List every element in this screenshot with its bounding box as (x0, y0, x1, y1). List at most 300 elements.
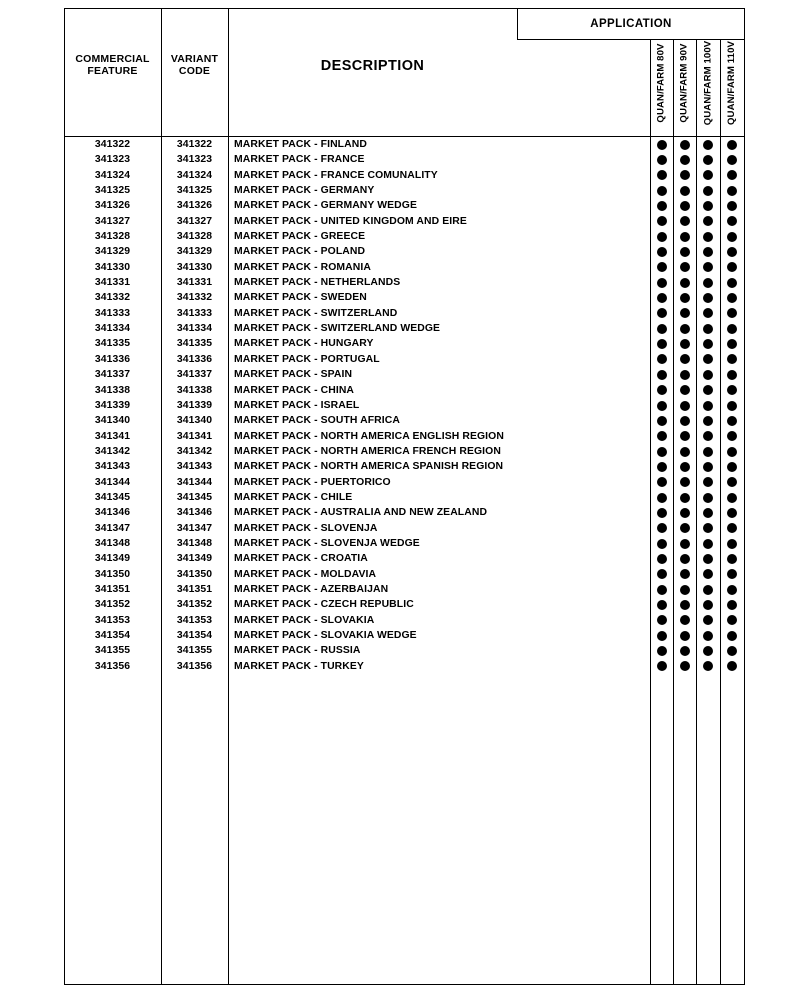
table-row (64, 536, 745, 551)
applicability-dot-icon (727, 170, 737, 180)
table-row (64, 567, 745, 582)
table-row (64, 275, 745, 290)
cell-application-2 (696, 536, 719, 551)
applicability-dot-icon (727, 523, 737, 533)
applicability-dot-icon (703, 631, 713, 641)
cell-application-2 (696, 336, 719, 351)
applicability-dot-icon (703, 523, 713, 533)
applicability-dot-icon (680, 554, 690, 564)
cell-application-3 (720, 567, 743, 582)
cell-description: MARKET PACK - SLOVAKIA (234, 614, 375, 626)
cell-application-2 (696, 290, 719, 305)
table-row (64, 597, 745, 612)
applicability-dot-icon (703, 431, 713, 441)
cell-variant-code: 341356 (176, 660, 213, 672)
cell-commercial-feature: 341329 (94, 246, 131, 258)
applicability-dot-icon (727, 462, 737, 472)
applicability-dot-icon (657, 324, 667, 334)
cell-application-1 (673, 490, 696, 505)
cell-application-2 (696, 398, 719, 413)
table-row (64, 229, 745, 244)
applicability-dot-icon (703, 155, 713, 165)
applicability-dot-icon (680, 370, 690, 380)
applicability-dot-icon (727, 308, 737, 318)
applicability-dot-icon (657, 401, 667, 411)
cell-application-0 (650, 567, 673, 582)
cell-application-3 (720, 244, 743, 259)
cell-application-2 (696, 643, 719, 658)
applicability-dot-icon (657, 232, 667, 242)
applicability-dot-icon (727, 615, 737, 625)
cell-application-2 (696, 183, 719, 198)
cell-application-3 (720, 290, 743, 305)
cell-application-3 (720, 321, 743, 336)
cell-application-2 (696, 490, 719, 505)
applicability-dot-icon (703, 661, 713, 671)
cell-description: MARKET PACK - SPAIN (234, 369, 353, 381)
cell-commercial-feature: 341332 (94, 292, 131, 304)
cell-application-3 (720, 260, 743, 275)
cell-application-1 (673, 352, 696, 367)
applicability-dot-icon (727, 477, 737, 487)
column-header-app-2 (697, 42, 719, 134)
cell-application-2 (696, 260, 719, 275)
cell-application-1 (673, 383, 696, 398)
applicability-dot-icon (727, 385, 737, 395)
cell-application-2 (696, 459, 719, 474)
cell-description: MARKET PACK - NORTH AMERICA SPANISH REGION (234, 461, 504, 473)
cell-application-0 (650, 214, 673, 229)
cell-application-2 (696, 429, 719, 444)
cell-application-3 (720, 597, 743, 612)
applicability-dot-icon (703, 646, 713, 656)
applicability-dot-icon (657, 385, 667, 395)
cell-application-1 (673, 152, 696, 167)
cell-commercial-feature: 341339 (94, 399, 131, 411)
applicability-dot-icon (703, 216, 713, 226)
applicability-dot-icon (727, 262, 737, 272)
cell-variant-code: 341352 (176, 599, 213, 611)
cell-description: MARKET PACK - CHINA (234, 384, 355, 396)
cell-application-1 (673, 613, 696, 628)
applicability-dot-icon (657, 661, 667, 671)
cell-application-2 (696, 137, 719, 152)
cell-application-3 (720, 551, 743, 566)
cell-variant-code: 341329 (176, 246, 213, 258)
applicability-dot-icon (727, 232, 737, 242)
cell-variant-code: 341344 (176, 476, 213, 488)
cell-variant-code: 341338 (176, 384, 213, 396)
applicability-dot-icon (703, 462, 713, 472)
cell-application-0 (650, 137, 673, 152)
cell-description: MARKET PACK - RUSSIA (234, 645, 361, 657)
applicability-dot-icon (727, 539, 737, 549)
column-header-app-3-label: QUAN/FARM 110V (726, 40, 738, 126)
applicability-dot-icon (727, 155, 737, 165)
cell-commercial-feature: 341353 (94, 614, 131, 626)
cell-application-3 (720, 475, 743, 490)
cell-description: MARKET PACK - PUERTORICO (234, 476, 391, 488)
applicability-dot-icon (703, 308, 713, 318)
cell-application-0 (650, 321, 673, 336)
cell-application-0 (650, 152, 673, 167)
cell-application-2 (696, 367, 719, 382)
applicability-dot-icon (657, 447, 667, 457)
applicability-dot-icon (703, 416, 713, 426)
column-header-app-3 (721, 42, 743, 134)
cell-application-1 (673, 168, 696, 183)
cell-application-0 (650, 659, 673, 674)
table-body (64, 137, 745, 674)
cell-application-3 (720, 306, 743, 321)
cell-application-0 (650, 183, 673, 198)
cell-variant-code: 341333 (176, 307, 213, 319)
applicability-dot-icon (727, 569, 737, 579)
applicability-dot-icon (727, 278, 737, 288)
cell-description: MARKET PACK - PORTUGAL (234, 353, 380, 365)
applicability-dot-icon (680, 477, 690, 487)
cell-variant-code: 341335 (176, 338, 213, 350)
cell-application-2 (696, 567, 719, 582)
applicability-dot-icon (727, 140, 737, 150)
cell-application-1 (673, 183, 696, 198)
applicability-dot-icon (727, 354, 737, 364)
cell-application-1 (673, 367, 696, 382)
cell-application-1 (673, 137, 696, 152)
applicability-dot-icon (703, 508, 713, 518)
cell-application-3 (720, 628, 743, 643)
cell-description: MARKET PACK - MOLDAVIA (234, 568, 377, 580)
applicability-dot-icon (727, 600, 737, 610)
cell-application-2 (696, 444, 719, 459)
applicability-dot-icon (727, 493, 737, 503)
cell-application-2 (696, 321, 719, 336)
cell-variant-code: 341337 (176, 369, 213, 381)
applicability-dot-icon (657, 416, 667, 426)
cell-description: MARKET PACK - SLOVAKIA WEDGE (234, 630, 417, 641)
cell-commercial-feature: 341334 (94, 323, 131, 335)
cell-application-0 (650, 306, 673, 321)
cell-application-3 (720, 490, 743, 505)
cell-description: MARKET PACK - SWITZERLAND WEDGE (234, 323, 441, 335)
cell-description: MARKET PACK - GERMANY WEDGE (234, 200, 417, 212)
applicability-dot-icon (680, 401, 690, 411)
cell-commercial-feature: 341324 (94, 169, 131, 181)
applicability-dot-icon (727, 370, 737, 380)
cell-application-2 (696, 214, 719, 229)
applicability-dot-icon (680, 631, 690, 641)
applicability-dot-icon (703, 569, 713, 579)
cell-application-0 (650, 643, 673, 658)
cell-application-2 (696, 597, 719, 612)
cell-commercial-feature: 341343 (94, 461, 131, 473)
cell-description: MARKET PACK - SWEDEN (234, 292, 367, 304)
cell-application-2 (696, 413, 719, 428)
cell-application-1 (673, 275, 696, 290)
cell-description: MARKET PACK - SLOVENJA WEDGE (234, 537, 420, 549)
applicability-dot-icon (680, 324, 690, 334)
applicability-dot-icon (680, 508, 690, 518)
cell-application-0 (650, 490, 673, 505)
table-row (64, 321, 745, 336)
cell-application-0 (650, 290, 673, 305)
applicability-dot-icon (680, 600, 690, 610)
applicability-dot-icon (657, 140, 667, 150)
cell-application-3 (720, 659, 743, 674)
cell-application-3 (720, 214, 743, 229)
cell-commercial-feature: 341350 (94, 568, 131, 580)
applicability-dot-icon (703, 477, 713, 487)
applicability-dot-icon (703, 354, 713, 364)
cell-application-1 (673, 643, 696, 658)
cell-application-0 (650, 398, 673, 413)
applicability-dot-icon (657, 554, 667, 564)
table-row (64, 413, 745, 428)
cell-application-3 (720, 229, 743, 244)
applicability-dot-icon (727, 401, 737, 411)
applicability-dot-icon (657, 201, 667, 211)
cell-application-0 (650, 613, 673, 628)
cell-application-0 (650, 383, 673, 398)
cell-application-0 (650, 413, 673, 428)
table-row (64, 444, 745, 459)
table-row (64, 352, 745, 367)
applicability-dot-icon (703, 339, 713, 349)
applicability-dot-icon (657, 155, 667, 165)
table-row (64, 306, 745, 321)
applicability-dot-icon (727, 646, 737, 656)
cell-variant-code: 341327 (176, 215, 213, 227)
table-row (64, 582, 745, 597)
cell-description: MARKET PACK - AZERBAIJAN (234, 583, 389, 595)
cell-variant-code: 341345 (176, 491, 213, 503)
applicability-dot-icon (727, 339, 737, 349)
cell-description: MARKET PACK - ROMANIA (234, 261, 371, 273)
table-row (64, 521, 745, 536)
applicability-dot-icon (703, 324, 713, 334)
applicability-dot-icon (703, 493, 713, 503)
applicability-dot-icon (680, 354, 690, 364)
cell-application-0 (650, 444, 673, 459)
applicability-dot-icon (657, 262, 667, 272)
cell-variant-code: 341355 (176, 645, 213, 657)
cell-commercial-feature: 341348 (94, 537, 131, 549)
cell-description: MARKET PACK - HUNGARY (234, 338, 374, 350)
cell-application-0 (650, 336, 673, 351)
table-row (64, 659, 745, 674)
cell-application-1 (673, 214, 696, 229)
cell-description: MARKET PACK - CHILE (234, 491, 353, 503)
cell-application-2 (696, 521, 719, 536)
cell-commercial-feature: 341356 (94, 660, 131, 672)
applicability-dot-icon (657, 646, 667, 656)
applicability-dot-icon (703, 140, 713, 150)
cell-application-3 (720, 367, 743, 382)
cell-application-0 (650, 275, 673, 290)
table-row (64, 490, 745, 505)
applicability-dot-icon (727, 631, 737, 641)
cell-application-0 (650, 260, 673, 275)
cell-application-0 (650, 352, 673, 367)
cell-application-3 (720, 398, 743, 413)
cell-commercial-feature: 341352 (94, 599, 131, 611)
cell-description: MARKET PACK - GREECE (234, 231, 366, 243)
cell-application-2 (696, 352, 719, 367)
cell-variant-code: 341349 (176, 553, 213, 565)
applicability-dot-icon (727, 585, 737, 595)
applicability-dot-icon (680, 339, 690, 349)
table-row (64, 260, 745, 275)
cell-application-3 (720, 643, 743, 658)
applicability-dot-icon (680, 523, 690, 533)
cell-application-2 (696, 306, 719, 321)
cell-description: MARKET PACK - TURKEY (234, 660, 364, 672)
applicability-dot-icon (703, 385, 713, 395)
cell-variant-code: 341326 (176, 200, 213, 212)
table-row (64, 152, 745, 167)
cell-variant-code: 341350 (176, 568, 213, 580)
table-row (64, 643, 745, 658)
cell-application-3 (720, 383, 743, 398)
cell-commercial-feature: 341355 (94, 645, 131, 657)
cell-commercial-feature: 341326 (94, 200, 131, 212)
cell-application-1 (673, 244, 696, 259)
cell-commercial-feature: 341347 (94, 522, 131, 534)
column-header-commercial-feature-line2: FEATURE (87, 65, 138, 77)
cell-application-1 (673, 306, 696, 321)
cell-commercial-feature: 341337 (94, 369, 131, 381)
cell-application-3 (720, 536, 743, 551)
applicability-dot-icon (703, 186, 713, 196)
applicability-dot-icon (680, 539, 690, 549)
table-row (64, 383, 745, 398)
applicability-dot-icon (680, 447, 690, 457)
applicability-dot-icon (703, 401, 713, 411)
table-row (64, 398, 745, 413)
applicability-dot-icon (657, 186, 667, 196)
cell-variant-code: 341346 (176, 507, 213, 519)
cell-application-1 (673, 444, 696, 459)
applicability-dot-icon (680, 293, 690, 303)
table-row (64, 551, 745, 566)
cell-variant-code: 341354 (176, 630, 213, 641)
applicability-dot-icon (680, 385, 690, 395)
application-banner-label: APPLICATION (590, 18, 672, 30)
cell-application-0 (650, 551, 673, 566)
cell-application-2 (696, 383, 719, 398)
cell-application-2 (696, 551, 719, 566)
application-banner (517, 8, 745, 40)
cell-application-0 (650, 229, 673, 244)
cell-description: MARKET PACK - SLOVENJA (234, 522, 378, 534)
cell-application-3 (720, 336, 743, 351)
table-row (64, 336, 745, 351)
applicability-dot-icon (657, 508, 667, 518)
applicability-dot-icon (680, 262, 690, 272)
column-header-description: DESCRIPTION (320, 58, 425, 74)
table-row (64, 290, 745, 305)
cell-application-2 (696, 152, 719, 167)
applicability-dot-icon (680, 216, 690, 226)
cell-commercial-feature: 341331 (94, 277, 131, 289)
cell-application-2 (696, 229, 719, 244)
cell-variant-code: 341323 (176, 154, 213, 166)
applicability-dot-icon (680, 569, 690, 579)
applicability-dot-icon (657, 308, 667, 318)
cell-application-1 (673, 459, 696, 474)
cell-application-2 (696, 198, 719, 213)
cell-description: MARKET PACK - UNITED KINGDOM AND EIRE (234, 215, 467, 227)
column-header-commercial-feature-line1: COMMERCIAL (75, 53, 150, 65)
cell-application-1 (673, 521, 696, 536)
cell-application-0 (650, 429, 673, 444)
applicability-dot-icon (703, 585, 713, 595)
cell-application-1 (673, 336, 696, 351)
applicability-dot-icon (703, 539, 713, 549)
applicability-dot-icon (727, 293, 737, 303)
applicability-dot-icon (703, 201, 713, 211)
cell-commercial-feature: 341340 (94, 415, 131, 427)
table-row (64, 628, 745, 643)
cell-application-3 (720, 413, 743, 428)
cell-application-1 (673, 398, 696, 413)
cell-application-3 (720, 505, 743, 520)
cell-description: MARKET PACK - FRANCE COMUNALITY (234, 169, 438, 181)
cell-application-1 (673, 290, 696, 305)
applicability-dot-icon (680, 201, 690, 211)
table-row (64, 429, 745, 444)
table-row (64, 613, 745, 628)
cell-application-3 (720, 521, 743, 536)
cell-variant-code: 341324 (176, 169, 213, 181)
applicability-dot-icon (727, 186, 737, 196)
column-header-app-1-label: QUAN/FARM 90V (679, 43, 691, 123)
cell-commercial-feature: 341342 (94, 445, 131, 457)
cell-application-2 (696, 168, 719, 183)
cell-application-2 (696, 613, 719, 628)
applicability-dot-icon (657, 370, 667, 380)
cell-commercial-feature: 341325 (94, 185, 131, 197)
table-row (64, 244, 745, 259)
cell-commercial-feature: 341351 (94, 583, 131, 595)
cell-application-3 (720, 198, 743, 213)
cell-variant-code: 341340 (176, 415, 213, 427)
applicability-dot-icon (657, 339, 667, 349)
cell-description: MARKET PACK - NORTH AMERICA ENGLISH REGION (234, 430, 504, 442)
column-header-app-0-label: QUAN/FARM 80V (656, 43, 668, 123)
cell-application-0 (650, 168, 673, 183)
cell-variant-code: 341328 (176, 231, 213, 243)
applicability-dot-icon (680, 155, 690, 165)
applicability-dot-icon (657, 462, 667, 472)
cell-variant-code: 341331 (176, 277, 213, 289)
applicability-dot-icon (703, 262, 713, 272)
table-row (64, 198, 745, 213)
cell-application-3 (720, 459, 743, 474)
cell-variant-code: 341353 (176, 614, 213, 626)
applicability-dot-icon (703, 447, 713, 457)
cell-variant-code: 341330 (176, 261, 213, 273)
cell-variant-code: 341343 (176, 461, 213, 473)
cell-commercial-feature: 341322 (94, 139, 131, 150)
applicability-dot-icon (657, 293, 667, 303)
applicability-dot-icon (657, 585, 667, 595)
applicability-dot-icon (727, 216, 737, 226)
cell-application-2 (696, 659, 719, 674)
cell-commercial-feature: 341335 (94, 338, 131, 350)
cell-commercial-feature: 341345 (94, 491, 131, 503)
applicability-dot-icon (657, 615, 667, 625)
